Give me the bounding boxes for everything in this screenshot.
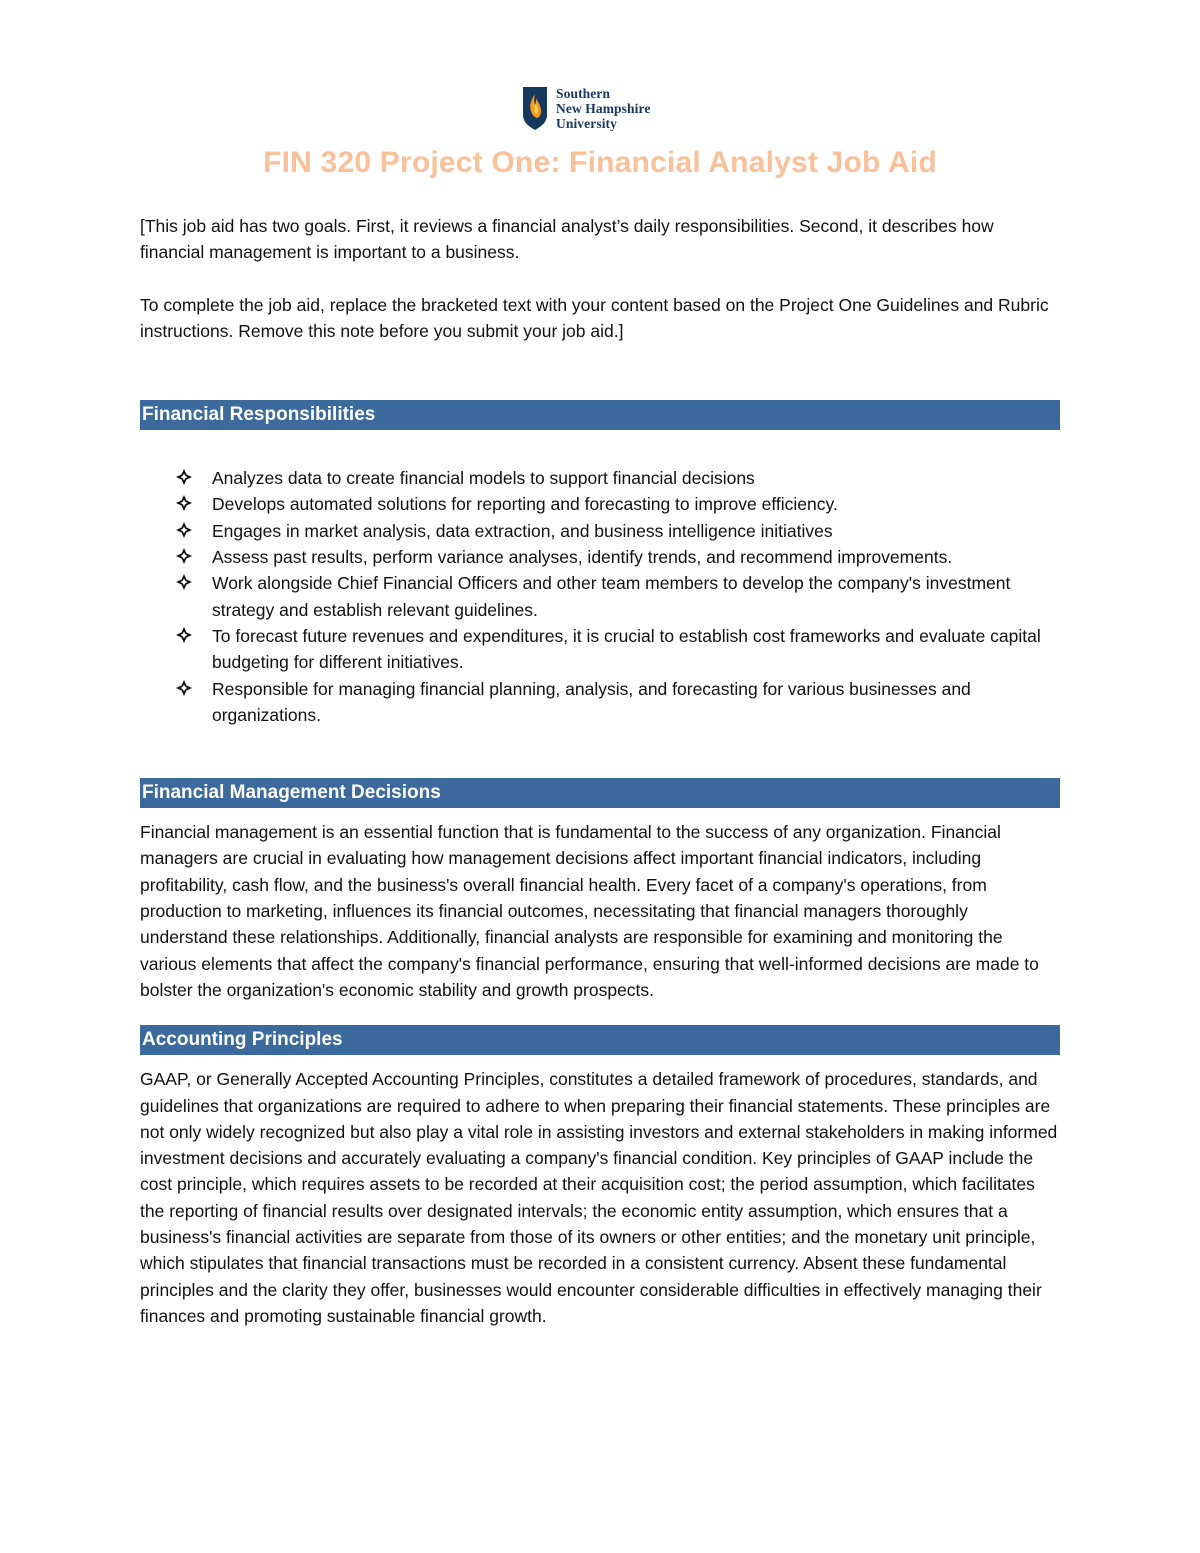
logo-line: Southern xyxy=(556,85,611,101)
list-item-text: Responsible for managing financial planning, analysis, and forecasting for various businesses and organizations. xyxy=(212,678,971,725)
section-heading-accounting: Accounting Principles xyxy=(140,1025,1060,1055)
intro-note xyxy=(140,213,1060,344)
list-item-text: Assess past results, perform variance analyses, identify trends, and recommend improvements. xyxy=(212,547,953,568)
responsibilities-list xyxy=(140,465,1060,728)
shield-flame-icon xyxy=(522,85,548,131)
list-item-text: To forecast future revenues and expenditures, it is crucial to establish cost frameworks and evaluate capital budgeting for different initiatives. xyxy=(212,625,1041,673)
diamond-bullet-icon xyxy=(176,495,192,511)
diamond-bullet-icon xyxy=(176,469,192,485)
list-item-text: Work alongside Chief Financial Officers and other team members to develop the company's investment strategy and establish relevant guidelines. xyxy=(212,573,1011,620)
intro-paragraph: To complete the job aid, replace the bracketed text with your content based on the Project One Guidelines and Rubric instructions. Remove this note before you submit your job aid.] xyxy=(140,294,1049,341)
list-item xyxy=(140,623,1060,676)
list-item xyxy=(140,544,1060,570)
document-title: FIN 320 Project One: Financial Analyst Job Aid xyxy=(263,146,937,179)
logo-line: New Hampshire xyxy=(556,100,651,116)
list-item-text: Engages in market analysis, data extraction, and business intelligence initiatives xyxy=(212,520,833,541)
section-heading-management: Financial Management Decisions xyxy=(140,778,1060,808)
list-item-text: Develops automated solutions for reporting and forecasting to improve efficiency. xyxy=(212,494,838,515)
list-item xyxy=(140,570,1060,623)
list-item xyxy=(140,465,1060,491)
list-item xyxy=(140,676,1060,729)
logo-line: University xyxy=(556,115,617,131)
snhu-logo xyxy=(522,84,650,132)
diamond-bullet-icon xyxy=(176,522,192,538)
accounting-paragraph: GAAP, or Generally Accepted Accounting Principles, constitutes a detailed framework of procedures, standards, and guidelines that organizations are required to adhere to when preparing their financial statements. These principles are not only widely recognized but also play a vital role in assisting investors and external stakeholders in making informed investment decisions and accurately evaluating a company's financial condition. Key principles of GAAP include the cost principle, which requires assets to be recorded at their acquisition cost; the period assumption, which facilitates the reporting of financial results over designated intervals; the economic entity assumption, which ensures that a business's financial activities are separate from those of its owners or other entities; and the monetary unit principle, which stipulates that financial transactions must be recorded in a consistent currency. Absent these fundamental principles and the clarity they offer, businesses would encounter considerable difficulties in effectively managing their finances and promoting sustainable financial growth. xyxy=(140,1069,1058,1326)
management-paragraph: Financial management is an essential function that is fundamental to the success of any organization. Financial managers are crucial in evaluating how management decisions affect important financial indicators, including profitability, cash flow, and the business's overall financial health. Every facet of a company's operations, from production to marketing, influences its financial outcomes, necessitating that financial managers thoroughly understand these relationships. Additionally, financial analysts are responsible for examining and monitoring the various elements that affect the company's financial performance, ensuring that well-informed decisions are made to bolster the organization's economic stability and growth prospects. xyxy=(140,822,1039,1000)
section-heading-responsibilities: Financial Responsibilities xyxy=(140,400,1060,430)
logo-wordmark xyxy=(556,86,650,131)
list-item-text: Analyzes data to create financial models to support financial decisions xyxy=(212,468,755,489)
diamond-bullet-icon xyxy=(176,548,192,564)
diamond-bullet-icon xyxy=(176,680,192,696)
list-item xyxy=(140,491,1060,517)
diamond-bullet-icon xyxy=(176,627,192,643)
document-body xyxy=(140,213,1060,1329)
intro-paragraph: [This job aid has two goals. First, it reviews a financial analyst’s daily responsibilities. Second, it describes how financial management is important to a business. xyxy=(140,216,994,263)
list-item xyxy=(140,518,1060,544)
diamond-bullet-icon xyxy=(176,574,192,590)
